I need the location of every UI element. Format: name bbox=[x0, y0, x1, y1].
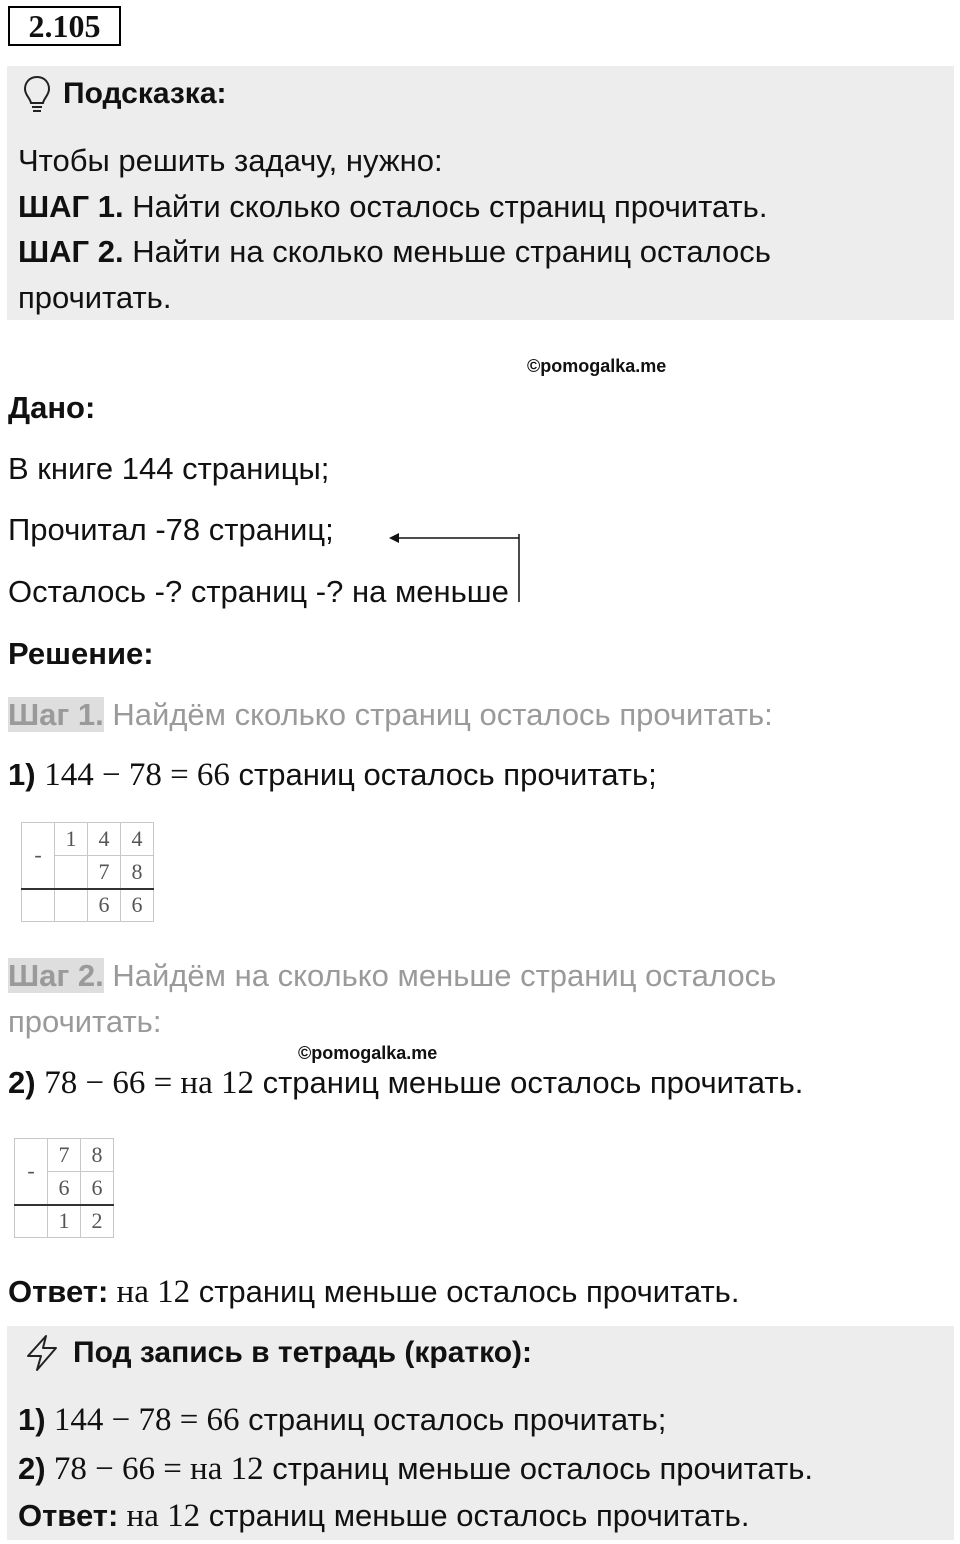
step2-text-cont: прочитать: bbox=[8, 1004, 162, 1039]
given-line3: Осталось -? страниц -? на меньше bbox=[8, 574, 509, 609]
equation-2 bbox=[8, 1064, 803, 1104]
notes-line1 bbox=[18, 1401, 666, 1441]
lightning-icon bbox=[22, 1333, 62, 1373]
notes-line1-number: 1) bbox=[18, 1402, 46, 1437]
answer-math: на 12 bbox=[108, 1274, 191, 1310]
grid-cell: 7 bbox=[48, 1139, 81, 1172]
hint-step1 bbox=[18, 188, 767, 225]
notes-line2-text: страниц меньше осталось прочитать. bbox=[263, 1451, 813, 1486]
given-line2: Прочитал -78 страниц; bbox=[8, 512, 334, 547]
given-line1: В книге 144 страницы; bbox=[8, 451, 330, 486]
hint-step2-label: ШАГ 2. bbox=[18, 234, 124, 269]
step2-label: Шаг 2. bbox=[8, 958, 104, 993]
hint-step2 bbox=[18, 233, 771, 270]
eq1-math: 144 − 78 = 66 bbox=[44, 757, 230, 793]
eq2-number: 2) bbox=[8, 1065, 36, 1100]
step1-text: Найдём сколько страниц осталось прочитать: bbox=[103, 697, 773, 732]
hint-title: Подсказка: bbox=[63, 77, 227, 110]
problem-number: 2.105 bbox=[8, 6, 121, 46]
notes-answer-label: Ответ: bbox=[18, 1498, 119, 1533]
eq2-text: страниц меньше осталось прочитать. bbox=[253, 1065, 804, 1100]
notes-line1-math: 144 − 78 = 66 bbox=[45, 1402, 240, 1438]
grid-cell: 1 bbox=[55, 823, 88, 856]
equation-1 bbox=[8, 756, 657, 796]
notes-line2-number: 2) bbox=[18, 1451, 46, 1486]
eq2-math: 78 − 66 = на 12 bbox=[44, 1065, 254, 1101]
minus-sign: - bbox=[15, 1139, 48, 1205]
grid-cell bbox=[22, 889, 55, 922]
watermark: ©pomogalka.me bbox=[298, 1043, 438, 1063]
grid-cell: 6 bbox=[121, 889, 154, 922]
answer-text: страниц меньше осталось прочитать. bbox=[190, 1274, 740, 1309]
hint-step1-text: Найти сколько осталось страниц прочитать. bbox=[123, 189, 768, 224]
answer bbox=[8, 1273, 739, 1313]
grid-cell: 4 bbox=[88, 823, 121, 856]
hint-step2-cont: прочитать. bbox=[18, 280, 172, 315]
grid-cell: 6 bbox=[88, 889, 121, 922]
solution-step2 bbox=[8, 957, 776, 994]
grid-cell bbox=[55, 889, 88, 922]
lightbulb-icon bbox=[22, 74, 52, 114]
comparison-arrow bbox=[385, 528, 530, 606]
answer-label: Ответ: bbox=[8, 1274, 109, 1309]
hint-step2-text: Найти на сколько меньше страниц осталось bbox=[123, 234, 771, 269]
notes-line2 bbox=[18, 1450, 813, 1490]
eq1-number: 1) bbox=[8, 757, 36, 792]
notes-line1-text: страниц осталось прочитать; bbox=[239, 1402, 667, 1437]
step1-label: Шаг 1. bbox=[8, 697, 104, 732]
notes-line2-math: 78 − 66 = на 12 bbox=[45, 1451, 264, 1487]
solution-step1 bbox=[8, 696, 773, 733]
step2-text: Найдём на сколько меньше страниц осталось bbox=[103, 958, 777, 993]
solution-title: Решение: bbox=[8, 636, 154, 671]
grid-cell: 8 bbox=[121, 856, 154, 889]
notes-answer-math: на 12 bbox=[118, 1498, 201, 1534]
grid-cell bbox=[55, 856, 88, 889]
grid-cell bbox=[15, 1205, 48, 1238]
grid-cell: 8 bbox=[81, 1139, 114, 1172]
subtraction-grid-1 bbox=[21, 822, 154, 922]
grid-cell: 6 bbox=[48, 1172, 81, 1205]
eq1-text: страниц осталось прочитать; bbox=[229, 757, 657, 792]
notes-title: Под запись в тетрадь (кратко): bbox=[73, 1336, 533, 1369]
notes-answer-text: страниц меньше осталось прочитать. bbox=[200, 1498, 750, 1533]
grid-cell: 1 bbox=[48, 1205, 81, 1238]
grid-cell: 4 bbox=[121, 823, 154, 856]
notes-answer bbox=[18, 1497, 749, 1537]
given-title: Дано: bbox=[8, 390, 96, 425]
grid-cell: 7 bbox=[88, 856, 121, 889]
grid-cell: 6 bbox=[81, 1172, 114, 1205]
hint-intro: Чтобы решить задачу, нужно: bbox=[18, 143, 443, 178]
subtraction-grid-2 bbox=[14, 1138, 114, 1238]
watermark: ©pomogalka.me bbox=[527, 356, 667, 376]
hint-step1-label: ШАГ 1. bbox=[18, 189, 124, 224]
grid-cell: 2 bbox=[81, 1205, 114, 1238]
minus-sign: - bbox=[22, 823, 55, 889]
